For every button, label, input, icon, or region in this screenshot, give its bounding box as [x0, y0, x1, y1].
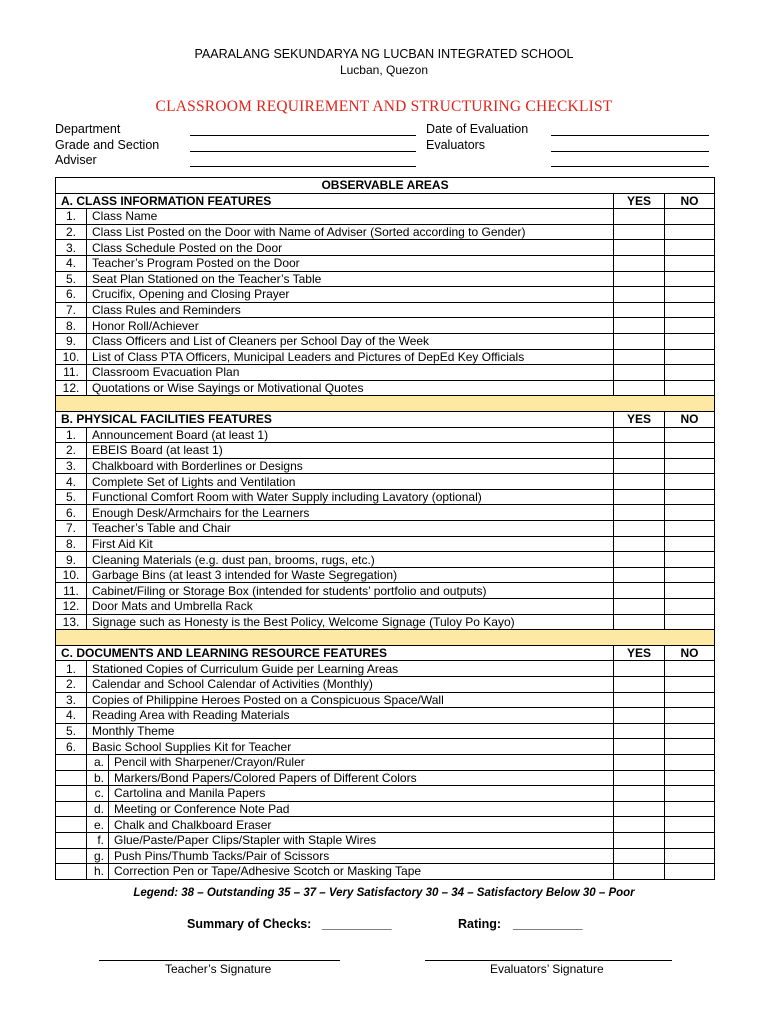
item-text: Class Name — [87, 209, 614, 225]
yes-check-cell[interactable] — [614, 552, 665, 568]
item-text: Announcement Board (at least 1) — [87, 427, 614, 443]
yes-check-cell[interactable] — [614, 302, 665, 318]
no-check-cell[interactable] — [665, 287, 715, 303]
section-separator — [56, 396, 715, 412]
item-number: 3. — [56, 458, 87, 474]
no-check-cell[interactable] — [665, 380, 715, 396]
no-check-cell[interactable] — [665, 739, 715, 755]
yes-check-cell[interactable] — [614, 723, 665, 739]
item-number: 4. — [56, 708, 87, 724]
checklist-row — [56, 318, 715, 334]
section-separator — [56, 630, 715, 646]
no-check-cell[interactable] — [665, 505, 715, 521]
item-number — [56, 801, 87, 817]
checklist-row — [56, 521, 715, 537]
item-number — [56, 864, 87, 880]
item-text: Chalkboard with Borderlines or Designs — [87, 458, 614, 474]
observable-areas-header: OBSERVABLE AREAS — [56, 178, 715, 194]
checklist-row — [56, 255, 715, 271]
item-text: Cabinet/Filing or Storage Box (intended for students’ portfolio and outputs) — [87, 583, 614, 599]
no-check-cell[interactable] — [665, 443, 715, 459]
no-check-cell[interactable] — [665, 723, 715, 739]
no-check-cell[interactable] — [665, 224, 715, 240]
yes-check-cell[interactable] — [614, 583, 665, 599]
yes-check-cell[interactable] — [614, 271, 665, 287]
sub-item-letter: a. — [87, 754, 109, 770]
adviser-field[interactable] — [190, 166, 416, 167]
evaluators-signature-label: Evaluators’ Signature — [490, 962, 604, 976]
yes-check-cell[interactable] — [614, 817, 665, 833]
item-number — [56, 786, 87, 802]
checklist-row — [56, 209, 715, 225]
yes-column-header: YES — [614, 645, 665, 661]
yes-column-header: YES — [614, 411, 665, 427]
no-column-header: NO — [665, 411, 715, 427]
no-check-cell[interactable] — [665, 365, 715, 381]
no-check-cell[interactable] — [665, 677, 715, 693]
item-number — [56, 817, 87, 833]
no-check-cell[interactable] — [665, 318, 715, 334]
checklist-row — [56, 723, 715, 739]
item-number: 3. — [56, 692, 87, 708]
checklist-row — [56, 552, 715, 568]
teacher-signature-label: Teacher’s Signature — [165, 962, 272, 976]
item-text: List of Class PTA Officers, Municipal Leaders and Pictures of DepEd Key Officials — [87, 349, 614, 365]
item-number: 2. — [56, 677, 87, 693]
item-text: Push Pins/Thumb Tacks/Pair of Scissors — [109, 848, 614, 864]
item-text: First Aid Kit — [87, 536, 614, 552]
no-check-cell[interactable] — [665, 599, 715, 615]
item-text: Honor Roll/Achiever — [87, 318, 614, 334]
item-number: 9. — [56, 333, 87, 349]
summary-checks-blank[interactable]: __________ — [322, 917, 392, 931]
observable-areas-row — [56, 178, 715, 194]
checklist-row — [56, 677, 715, 693]
item-number: 2. — [56, 224, 87, 240]
teacher-signature-line[interactable] — [99, 960, 340, 961]
item-number: 7. — [56, 302, 87, 318]
checklist-row — [56, 271, 715, 287]
no-check-cell[interactable] — [665, 333, 715, 349]
rating-label: Rating: — [458, 917, 502, 931]
checklist-row — [56, 380, 715, 396]
yes-check-cell[interactable] — [614, 380, 665, 396]
item-text: Door Mats and Umbrella Rack — [87, 599, 614, 615]
no-check-cell[interactable] — [665, 801, 715, 817]
item-text: Teacher’s Program Posted on the Door — [87, 255, 614, 271]
item-text: Teacher’s Table and Chair — [87, 521, 614, 537]
checklist-row — [56, 567, 715, 583]
checklist-row — [56, 801, 715, 817]
item-text: Class List Posted on the Door with Name of Adviser (Sorted according to Gender) — [87, 224, 614, 240]
no-check-cell[interactable] — [665, 240, 715, 256]
item-number: 11. — [56, 365, 87, 381]
yes-check-cell[interactable] — [614, 287, 665, 303]
item-number — [56, 832, 87, 848]
item-number: 5. — [56, 723, 87, 739]
checklist-row — [56, 583, 715, 599]
yes-check-cell[interactable] — [614, 754, 665, 770]
checklist-row — [56, 754, 715, 770]
item-number — [56, 754, 87, 770]
item-text: Signage such as Honesty is the Best Policy, Welcome Signage (Tuloy Po Kayo) — [87, 614, 614, 630]
checklist-row — [56, 333, 715, 349]
checklist-row — [56, 770, 715, 786]
date-evaluation-field[interactable] — [551, 135, 709, 136]
item-number: 6. — [56, 287, 87, 303]
sub-item-letter: f. — [87, 832, 109, 848]
item-text: Reading Area with Reading Materials — [87, 708, 614, 724]
yes-check-cell[interactable] — [614, 255, 665, 271]
item-number: 13. — [56, 614, 87, 630]
yes-check-cell[interactable] — [614, 349, 665, 365]
item-number: 6. — [56, 739, 87, 755]
no-check-cell[interactable] — [665, 427, 715, 443]
yes-check-cell[interactable] — [614, 599, 665, 615]
item-number: 8. — [56, 318, 87, 334]
no-check-cell[interactable] — [665, 832, 715, 848]
no-check-cell[interactable] — [665, 271, 715, 287]
evaluators-signature-line[interactable] — [425, 960, 672, 961]
item-text: Quotations or Wise Sayings or Motivational Quotes — [87, 380, 614, 396]
yes-check-cell[interactable] — [614, 224, 665, 240]
sub-item-letter: g. — [87, 848, 109, 864]
yes-check-cell[interactable] — [614, 661, 665, 677]
yes-check-cell[interactable] — [614, 692, 665, 708]
item-text: Markers/Bond Papers/Colored Papers of Different Colors — [109, 770, 614, 786]
item-text: Basic School Supplies Kit for Teacher — [87, 739, 614, 755]
item-text: Complete Set of Lights and Ventilation — [87, 474, 614, 490]
no-check-cell[interactable] — [665, 474, 715, 490]
section-header-row — [56, 645, 715, 661]
section-title: B. PHYSICAL FACILITIES FEATURES — [56, 411, 614, 427]
item-text: Monthly Theme — [87, 723, 614, 739]
no-check-cell[interactable] — [665, 489, 715, 505]
no-column-header: NO — [665, 193, 715, 209]
yes-check-cell[interactable] — [614, 209, 665, 225]
no-check-cell[interactable] — [665, 458, 715, 474]
yes-check-cell[interactable] — [614, 240, 665, 256]
checklist-row — [56, 599, 715, 615]
yes-check-cell[interactable] — [614, 801, 665, 817]
item-text: Correction Pen or Tape/Adhesive Scotch or Masking Tape — [109, 864, 614, 880]
sub-item-letter: c. — [87, 786, 109, 802]
item-text: Classroom Evacuation Plan — [87, 365, 614, 381]
document-title: CLASSROOM REQUIREMENT AND STRUCTURING CHECKLIST — [155, 98, 613, 115]
no-check-cell[interactable] — [665, 521, 715, 537]
evaluators-field[interactable] — [551, 151, 709, 152]
item-number — [56, 848, 87, 864]
item-text: Chalk and Chalkboard Eraser — [109, 817, 614, 833]
item-number: 7. — [56, 521, 87, 537]
no-check-cell[interactable] — [665, 302, 715, 318]
no-check-cell[interactable] — [665, 255, 715, 271]
section-header-row — [56, 411, 715, 427]
checklist-row — [56, 458, 715, 474]
item-number — [56, 770, 87, 786]
item-number: 10. — [56, 567, 87, 583]
yes-check-cell[interactable] — [614, 318, 665, 334]
no-check-cell[interactable] — [665, 786, 715, 802]
yes-check-cell[interactable] — [614, 427, 665, 443]
item-number: 1. — [56, 427, 87, 443]
no-check-cell[interactable] — [665, 614, 715, 630]
checklist-row — [56, 427, 715, 443]
yes-check-cell[interactable] — [614, 864, 665, 880]
date-evaluation-label: Date of Evaluation — [426, 122, 529, 136]
checklist-row — [56, 848, 715, 864]
no-check-cell[interactable] — [665, 567, 715, 583]
no-check-cell[interactable] — [665, 848, 715, 864]
school-town: Lucban, Quezon — [339, 63, 429, 77]
item-text: Pencil with Sharpener/Crayon/Ruler — [109, 754, 614, 770]
item-text: Stationed Copies of Curriculum Guide per Learning Areas — [87, 661, 614, 677]
school-name: PAARALANG SEKUNDARYA NG LUCBAN INTEGRATED SCHOOL — [194, 47, 574, 61]
item-number: 6. — [56, 505, 87, 521]
checklist-row — [56, 817, 715, 833]
yes-check-cell[interactable] — [614, 505, 665, 521]
yes-check-cell[interactable] — [614, 832, 665, 848]
no-check-cell[interactable] — [665, 349, 715, 365]
yes-check-cell[interactable] — [614, 770, 665, 786]
adviser-label: Adviser — [55, 153, 97, 167]
item-text: EBEIS Board (at least 1) — [87, 443, 614, 459]
checklist-row — [56, 474, 715, 490]
checklist-row — [56, 661, 715, 677]
yes-check-cell[interactable] — [614, 489, 665, 505]
legend: Legend: 38 – Outstanding 35 – 37 – Very Satisfactory 30 – 34 – Satisfactory Below 30 – Poor — [133, 887, 635, 899]
checklist-row — [56, 864, 715, 880]
checklist-row — [56, 692, 715, 708]
yes-check-cell[interactable] — [614, 458, 665, 474]
checklist-row — [56, 708, 715, 724]
yes-check-cell[interactable] — [614, 365, 665, 381]
evaluators-label: Evaluators — [426, 138, 486, 152]
section-title: C. DOCUMENTS AND LEARNING RESOURCE FEATURES — [56, 645, 614, 661]
item-text: Meeting or Conference Note Pad — [109, 801, 614, 817]
item-text: Copies of Philippine Heroes Posted on a Conspicuous Space/Wall — [87, 692, 614, 708]
item-number: 5. — [56, 271, 87, 287]
item-number: 9. — [56, 552, 87, 568]
no-check-cell[interactable] — [665, 661, 715, 677]
yes-check-cell[interactable] — [614, 536, 665, 552]
no-check-cell[interactable] — [665, 209, 715, 225]
item-text: Garbage Bins (at least 3 intended for Waste Segregation) — [87, 567, 614, 583]
item-text: Class Officers and List of Cleaners per School Day of the Week — [87, 333, 614, 349]
department-field[interactable] — [190, 135, 416, 136]
item-number: 10. — [56, 349, 87, 365]
no-check-cell[interactable] — [665, 864, 715, 880]
checklist-row — [56, 536, 715, 552]
item-number: 1. — [56, 209, 87, 225]
item-number: 1. — [56, 661, 87, 677]
checklist-row — [56, 786, 715, 802]
checklist-row — [56, 240, 715, 256]
item-text: Class Schedule Posted on the Door — [87, 240, 614, 256]
yes-check-cell[interactable] — [614, 567, 665, 583]
no-check-cell[interactable] — [665, 708, 715, 724]
no-check-cell[interactable] — [665, 770, 715, 786]
no-check-cell[interactable] — [665, 536, 715, 552]
checklist-row — [56, 739, 715, 755]
checklist-row — [56, 443, 715, 459]
yes-check-cell[interactable] — [614, 848, 665, 864]
checklist-row — [56, 505, 715, 521]
item-text: Calendar and School Calendar of Activities (Monthly) — [87, 677, 614, 693]
rating-blank[interactable]: __________ — [513, 917, 583, 931]
checklist-row — [56, 302, 715, 318]
checklist-row — [56, 365, 715, 381]
item-text: Functional Comfort Room with Water Supply including Lavatory (optional) — [87, 489, 614, 505]
checklist-row — [56, 614, 715, 630]
sub-item-letter: h. — [87, 864, 109, 880]
item-number: 11. — [56, 583, 87, 599]
yes-check-cell[interactable] — [614, 677, 665, 693]
item-number: 12. — [56, 599, 87, 615]
item-text: Cartolina and Manila Papers — [109, 786, 614, 802]
grade-section-label: Grade and Section — [55, 138, 160, 152]
checklist-row — [56, 832, 715, 848]
department-label: Department — [55, 122, 121, 136]
item-number: 4. — [56, 474, 87, 490]
no-check-cell[interactable] — [665, 583, 715, 599]
no-check-cell[interactable] — [665, 817, 715, 833]
checklist-row — [56, 287, 715, 303]
no-check-cell[interactable] — [665, 692, 715, 708]
item-text: Cleaning Materials (e.g. dust pan, brooms, rugs, etc.) — [87, 552, 614, 568]
item-text: Crucifix, Opening and Closing Prayer — [87, 287, 614, 303]
evaluators-field-2[interactable] — [551, 166, 709, 167]
item-text: Glue/Paste/Paper Clips/Stapler with Staple Wires — [109, 832, 614, 848]
checklist-table — [55, 177, 715, 880]
checklist-row — [56, 224, 715, 240]
section-separator-row — [56, 396, 715, 412]
no-check-cell[interactable] — [665, 754, 715, 770]
yes-check-cell[interactable] — [614, 443, 665, 459]
yes-check-cell[interactable] — [614, 521, 665, 537]
section-header-row — [56, 193, 715, 209]
no-check-cell[interactable] — [665, 552, 715, 568]
sub-item-letter: b. — [87, 770, 109, 786]
section-title: A. CLASS INFORMATION FEATURES — [56, 193, 614, 209]
section-separator-row — [56, 630, 715, 646]
item-number: 3. — [56, 240, 87, 256]
item-number: 5. — [56, 489, 87, 505]
summary-checks-label: Summary of Checks: — [187, 917, 312, 931]
yes-check-cell[interactable] — [614, 474, 665, 490]
checklist-row — [56, 349, 715, 365]
checklist-row — [56, 489, 715, 505]
sub-item-letter: d. — [87, 801, 109, 817]
item-text: Seat Plan Stationed on the Teacher’s Table — [87, 271, 614, 287]
no-column-header: NO — [665, 645, 715, 661]
yes-check-cell[interactable] — [614, 739, 665, 755]
item-number: 8. — [56, 536, 87, 552]
item-number: 2. — [56, 443, 87, 459]
item-text: Class Rules and Reminders — [87, 302, 614, 318]
yes-check-cell[interactable] — [614, 614, 665, 630]
item-text: Enough Desk/Armchairs for the Learners — [87, 505, 614, 521]
item-number: 12. — [56, 380, 87, 396]
grade-section-field[interactable] — [190, 151, 416, 152]
yes-column-header: YES — [614, 193, 665, 209]
sub-item-letter: e. — [87, 817, 109, 833]
yes-check-cell[interactable] — [614, 708, 665, 724]
yes-check-cell[interactable] — [614, 786, 665, 802]
item-number: 4. — [56, 255, 87, 271]
yes-check-cell[interactable] — [614, 333, 665, 349]
